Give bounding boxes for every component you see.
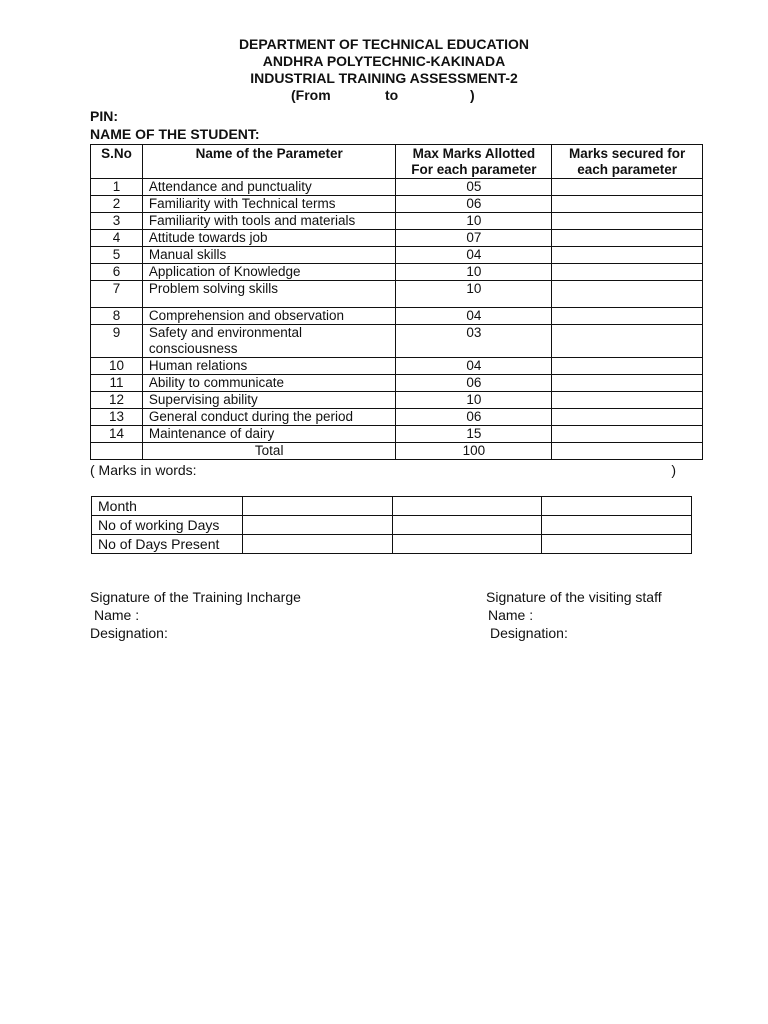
row-parameter: Supervising ability bbox=[142, 392, 396, 409]
department-title: DEPARTMENT OF TECHNICAL EDUCATION bbox=[238, 36, 530, 52]
row-marks-secured-field[interactable] bbox=[552, 375, 703, 392]
row-marks-secured-field[interactable] bbox=[552, 409, 703, 426]
total-max-marks: 100 bbox=[396, 443, 552, 460]
row-parameter: Familiarity with Technical terms bbox=[142, 196, 396, 213]
days-entry-cell[interactable] bbox=[392, 535, 542, 554]
days-entry-cell[interactable] bbox=[243, 497, 393, 516]
row-parameter: Manual skills bbox=[142, 247, 396, 264]
student-name-label: NAME OF THE STUDENT: bbox=[90, 126, 260, 142]
row-parameter: Familiarity with tools and materials bbox=[142, 213, 396, 230]
marks-table-row bbox=[91, 409, 703, 426]
marks-table-row bbox=[91, 308, 703, 325]
row-marks-secured-field[interactable] bbox=[552, 264, 703, 281]
row-sno: 10 bbox=[91, 358, 143, 375]
training-incharge-designation-label: Designation: bbox=[90, 625, 168, 641]
row-parameter: Attitude towards job bbox=[142, 230, 396, 247]
training-incharge-name-label: Name : bbox=[94, 607, 140, 623]
days-table-row bbox=[92, 497, 692, 516]
institution-title: ANDHRA POLYTECHNIC-KAKINADA bbox=[262, 53, 506, 69]
row-sno: 5 bbox=[91, 247, 143, 264]
row-marks-secured-field[interactable] bbox=[552, 213, 703, 230]
row-max-marks: 06 bbox=[396, 409, 552, 426]
row-max-marks: 10 bbox=[396, 264, 552, 281]
row-parameter: Problem solving skills bbox=[142, 281, 396, 308]
row-sno: 13 bbox=[91, 409, 143, 426]
col-max-marks-header bbox=[396, 145, 552, 179]
marks-table-row bbox=[91, 426, 703, 443]
marks-table-row bbox=[91, 179, 703, 196]
row-parameter: Application of Knowledge bbox=[142, 264, 396, 281]
days-entry-cell[interactable] bbox=[243, 516, 393, 535]
row-sno: 12 bbox=[91, 392, 143, 409]
marks-table-row bbox=[91, 392, 703, 409]
days-row-label: Month bbox=[92, 497, 243, 516]
row-parameter: Comprehension and observation bbox=[142, 308, 396, 325]
col-secured-line1: Marks secured for bbox=[568, 146, 686, 161]
row-sno: 7 bbox=[91, 281, 143, 308]
row-parameter: General conduct during the period bbox=[142, 409, 396, 426]
row-marks-secured-field[interactable] bbox=[552, 179, 703, 196]
assessment-marks-table bbox=[90, 144, 703, 460]
days-entry-cell[interactable] bbox=[542, 497, 692, 516]
visiting-staff-designation-label: Designation: bbox=[490, 625, 568, 641]
visiting-staff-signature-label: Signature of the visiting staff bbox=[486, 589, 662, 605]
row-max-marks: 10 bbox=[396, 281, 552, 308]
row-marks-secured-field[interactable] bbox=[552, 392, 703, 409]
days-entry-cell[interactable] bbox=[392, 497, 542, 516]
days-table-row bbox=[92, 516, 692, 535]
days-entry-cell[interactable] bbox=[542, 516, 692, 535]
row-max-marks: 15 bbox=[396, 426, 552, 443]
row-parameter: Maintenance of dairy bbox=[142, 426, 396, 443]
row-marks-secured-field[interactable] bbox=[552, 358, 703, 375]
marks-table-row bbox=[91, 247, 703, 264]
visiting-staff-name-label: Name : bbox=[488, 607, 534, 623]
document-header bbox=[0, 36, 768, 108]
marks-in-words-close: ) bbox=[671, 462, 676, 478]
days-row-label: No of Days Present bbox=[92, 535, 243, 554]
row-sno: 14 bbox=[91, 426, 143, 443]
period-line bbox=[0, 87, 768, 108]
row-max-marks: 07 bbox=[396, 230, 552, 247]
marks-table-row bbox=[91, 358, 703, 375]
row-max-marks: 05 bbox=[396, 179, 552, 196]
marks-table-row bbox=[91, 281, 703, 308]
row-max-marks: 04 bbox=[396, 247, 552, 264]
row-max-marks: 03 bbox=[396, 325, 552, 358]
row-marks-secured-field[interactable] bbox=[552, 308, 703, 325]
row-max-marks: 04 bbox=[396, 358, 552, 375]
row-marks-secured-field[interactable] bbox=[552, 281, 703, 308]
assessment-title: INDUSTRIAL TRAINING ASSESSMENT-2 bbox=[250, 70, 518, 86]
row-marks-secured-field[interactable] bbox=[552, 247, 703, 264]
marks-table-row bbox=[91, 230, 703, 247]
marks-table-row bbox=[91, 325, 703, 358]
col-parameter-header: Name of the Parameter bbox=[142, 145, 396, 179]
row-marks-secured-field[interactable] bbox=[552, 230, 703, 247]
row-marks-secured-field[interactable] bbox=[552, 426, 703, 443]
row-parameter: Human relations bbox=[142, 358, 396, 375]
row-max-marks: 10 bbox=[396, 392, 552, 409]
row-sno: 6 bbox=[91, 264, 143, 281]
col-marks-secured-header bbox=[552, 145, 703, 179]
marks-table-row bbox=[91, 264, 703, 281]
days-entry-cell[interactable] bbox=[392, 516, 542, 535]
days-row-label: No of working Days bbox=[92, 516, 243, 535]
training-incharge-signature-block bbox=[90, 588, 301, 642]
marks-in-words-line bbox=[90, 462, 676, 478]
total-label: Total bbox=[142, 443, 396, 460]
row-sno: 9 bbox=[91, 325, 143, 358]
total-marks-secured-field[interactable] bbox=[552, 443, 703, 460]
row-sno: 1 bbox=[91, 179, 143, 196]
attendance-days-table bbox=[91, 496, 692, 554]
from-label: (From bbox=[291, 87, 331, 103]
days-entry-cell[interactable] bbox=[243, 535, 393, 554]
visiting-staff-signature-block bbox=[486, 588, 662, 642]
row-parameter: Attendance and punctuality bbox=[142, 179, 396, 196]
period-close-paren: ) bbox=[470, 87, 475, 103]
training-incharge-signature-label: Signature of the Training Incharge bbox=[90, 589, 301, 605]
marks-table-header bbox=[91, 145, 703, 179]
marks-total-row bbox=[91, 443, 703, 460]
row-max-marks: 10 bbox=[396, 213, 552, 230]
to-label: to bbox=[385, 87, 399, 103]
col-max-marks-line1: Max Marks Allotted bbox=[412, 146, 536, 161]
col-sno-header: S.No bbox=[91, 145, 143, 179]
col-max-marks-line2: For each parameter bbox=[411, 162, 537, 177]
days-table-row bbox=[92, 535, 692, 554]
row-sno: 4 bbox=[91, 230, 143, 247]
marks-table-row bbox=[91, 196, 703, 213]
row-sno: 11 bbox=[91, 375, 143, 392]
row-sno: 2 bbox=[91, 196, 143, 213]
row-marks-secured-field[interactable] bbox=[552, 196, 703, 213]
pin-label: PIN: bbox=[90, 108, 118, 124]
marks-table-row bbox=[91, 375, 703, 392]
row-marks-secured-field[interactable] bbox=[552, 325, 703, 358]
row-parameter: Ability to communicate bbox=[142, 375, 396, 392]
row-sno: 8 bbox=[91, 308, 143, 325]
marks-in-words-label: ( Marks in words: bbox=[90, 462, 197, 478]
row-max-marks: 06 bbox=[396, 375, 552, 392]
row-parameter: Safety and environmental consciousness bbox=[142, 325, 396, 358]
total-sno-blank bbox=[91, 443, 143, 460]
row-max-marks: 06 bbox=[396, 196, 552, 213]
row-sno: 3 bbox=[91, 213, 143, 230]
row-max-marks: 04 bbox=[396, 308, 552, 325]
days-entry-cell[interactable] bbox=[542, 535, 692, 554]
marks-table-row bbox=[91, 213, 703, 230]
col-secured-line2: each parameter bbox=[577, 162, 678, 177]
